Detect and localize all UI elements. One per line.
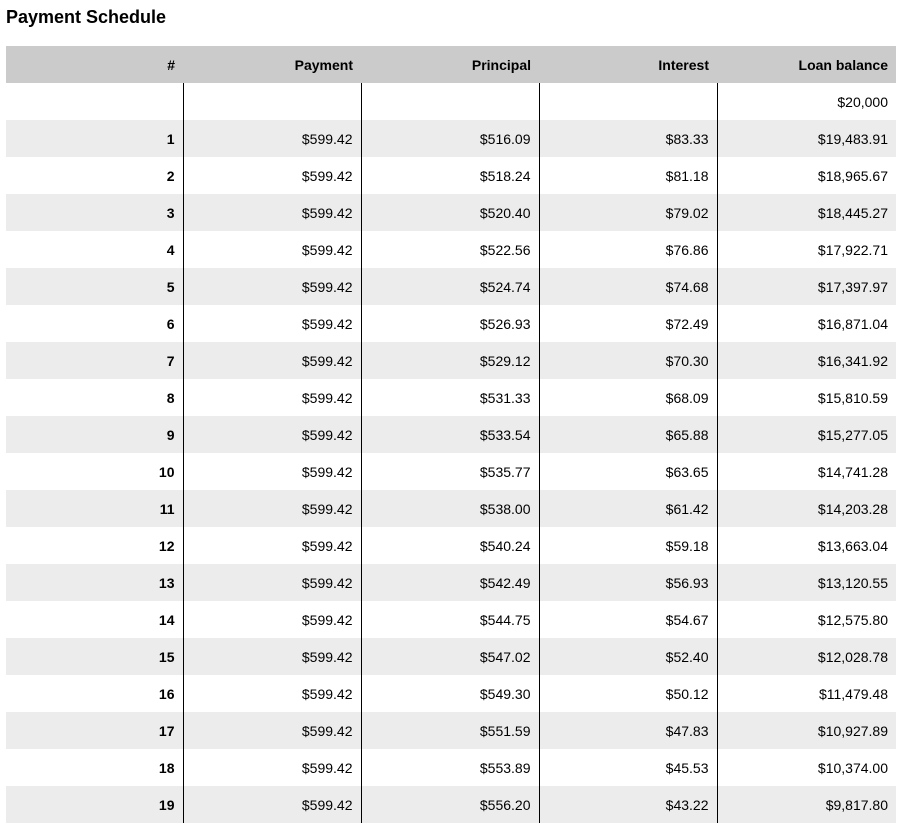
cell-payment: $599.42 xyxy=(183,712,361,749)
table-row xyxy=(6,379,896,416)
table-row xyxy=(6,638,896,675)
table-row xyxy=(6,712,896,749)
cell-principal: $549.30 xyxy=(361,675,539,712)
cell-payment: $599.42 xyxy=(183,268,361,305)
table-row xyxy=(6,231,896,268)
cell-interest: $52.40 xyxy=(539,638,717,675)
cell-loan-balance: $17,397.97 xyxy=(717,268,896,305)
cell-interest: $56.93 xyxy=(539,564,717,601)
cell-principal: $540.24 xyxy=(361,527,539,564)
cell-payment: $599.42 xyxy=(183,638,361,675)
table-row xyxy=(6,120,896,157)
cell-interest: $54.67 xyxy=(539,601,717,638)
table-row xyxy=(6,416,896,453)
table-row xyxy=(6,749,896,786)
cell-number: 10 xyxy=(158,463,175,480)
cell-payment: $599.42 xyxy=(183,416,361,453)
cell-principal: $524.74 xyxy=(361,268,539,305)
cell-number: 5 xyxy=(166,278,175,295)
cell-loan-balance: $10,927.89 xyxy=(717,712,896,749)
cell-principal xyxy=(361,83,539,120)
column-header-number: # xyxy=(6,46,183,83)
cell-number: 8 xyxy=(166,389,175,406)
cell-interest: $47.83 xyxy=(539,712,717,749)
cell-payment: $599.42 xyxy=(183,490,361,527)
cell-number: 9 xyxy=(166,426,175,443)
cell-interest: $50.12 xyxy=(539,675,717,712)
cell-number: 6 xyxy=(166,315,175,332)
cell-number xyxy=(6,83,183,120)
cell-principal: $538.00 xyxy=(361,490,539,527)
cell-number: 15 xyxy=(158,648,175,665)
table-row xyxy=(6,305,896,342)
cell-interest xyxy=(539,83,717,120)
cell-principal: $516.09 xyxy=(361,120,539,157)
column-header-loan-balance: Loan balance xyxy=(717,46,896,83)
column-header-interest: Interest xyxy=(539,46,717,83)
cell-loan-balance: $13,663.04 xyxy=(717,527,896,564)
cell-principal: $526.93 xyxy=(361,305,539,342)
cell-payment: $599.42 xyxy=(183,527,361,564)
cell-loan-balance: $18,445.27 xyxy=(717,194,896,231)
cell-interest: $76.86 xyxy=(539,231,717,268)
cell-number: 7 xyxy=(166,352,175,369)
table-row xyxy=(6,564,896,601)
table-row xyxy=(6,342,896,379)
cell-principal: $533.54 xyxy=(361,416,539,453)
cell-loan-balance: $16,871.04 xyxy=(717,305,896,342)
cell-payment xyxy=(183,83,361,120)
cell-number: 12 xyxy=(158,537,175,554)
cell-principal: $522.56 xyxy=(361,231,539,268)
cell-interest: $83.33 xyxy=(539,120,717,157)
cell-payment: $599.42 xyxy=(183,342,361,379)
table-row xyxy=(6,453,896,490)
cell-loan-balance: $16,341.92 xyxy=(717,342,896,379)
table-header-row xyxy=(6,46,896,83)
cell-payment: $599.42 xyxy=(183,786,361,823)
cell-interest: $45.53 xyxy=(539,749,717,786)
cell-number: 3 xyxy=(166,204,175,221)
cell-number: 13 xyxy=(158,574,175,591)
cell-interest: $65.88 xyxy=(539,416,717,453)
cell-payment: $599.42 xyxy=(183,120,361,157)
payment-schedule-table xyxy=(6,46,896,823)
cell-loan-balance: $11,479.48 xyxy=(717,675,896,712)
cell-payment: $599.42 xyxy=(183,564,361,601)
cell-interest: $63.65 xyxy=(539,453,717,490)
cell-payment: $599.42 xyxy=(183,194,361,231)
cell-loan-balance: $17,922.71 xyxy=(717,231,896,268)
cell-payment: $599.42 xyxy=(183,157,361,194)
table-row xyxy=(6,490,896,527)
cell-principal: $544.75 xyxy=(361,601,539,638)
cell-number: 18 xyxy=(158,759,175,776)
cell-loan-balance: $10,374.00 xyxy=(717,749,896,786)
cell-principal: $529.12 xyxy=(361,342,539,379)
table-row xyxy=(6,194,896,231)
cell-loan-balance: $19,483.91 xyxy=(717,120,896,157)
cell-payment: $599.42 xyxy=(183,379,361,416)
cell-interest: $43.22 xyxy=(539,786,717,823)
table-body xyxy=(6,83,896,823)
table-row xyxy=(6,268,896,305)
cell-interest: $79.02 xyxy=(539,194,717,231)
cell-interest: $70.30 xyxy=(539,342,717,379)
cell-interest: $61.42 xyxy=(539,490,717,527)
table-row xyxy=(6,786,896,823)
cell-loan-balance: $14,741.28 xyxy=(717,453,896,490)
table-row xyxy=(6,675,896,712)
cell-principal: $518.24 xyxy=(361,157,539,194)
cell-principal: $556.20 xyxy=(361,786,539,823)
cell-payment: $599.42 xyxy=(183,453,361,490)
cell-payment: $599.42 xyxy=(183,675,361,712)
cell-loan-balance: $13,120.55 xyxy=(717,564,896,601)
cell-number: 11 xyxy=(159,500,175,517)
cell-interest: $81.18 xyxy=(539,157,717,194)
cell-payment: $599.42 xyxy=(183,231,361,268)
cell-loan-balance: $15,810.59 xyxy=(717,379,896,416)
cell-loan-balance: $9,817.80 xyxy=(717,786,896,823)
cell-payment: $599.42 xyxy=(183,601,361,638)
cell-number: 16 xyxy=(158,685,175,702)
column-header-payment: Payment xyxy=(183,46,361,83)
cell-principal: $531.33 xyxy=(361,379,539,416)
table-row xyxy=(6,157,896,194)
cell-number: 1 xyxy=(166,130,175,147)
cell-number: 2 xyxy=(166,167,175,184)
cell-loan-balance: $14,203.28 xyxy=(717,490,896,527)
table-row xyxy=(6,601,896,638)
cell-loan-balance: $12,575.80 xyxy=(717,601,896,638)
cell-interest: $68.09 xyxy=(539,379,717,416)
cell-payment: $599.42 xyxy=(183,305,361,342)
cell-principal: $551.59 xyxy=(361,712,539,749)
cell-payment: $599.42 xyxy=(183,749,361,786)
cell-principal: $535.77 xyxy=(361,453,539,490)
column-header-principal: Principal xyxy=(361,46,539,83)
cell-number: 19 xyxy=(158,796,175,813)
cell-principal: $542.49 xyxy=(361,564,539,601)
cell-interest: $59.18 xyxy=(539,527,717,564)
cell-number: 4 xyxy=(166,241,175,258)
table-row xyxy=(6,527,896,564)
cell-principal: $547.02 xyxy=(361,638,539,675)
page-title: Payment Schedule xyxy=(6,7,167,27)
cell-number: 14 xyxy=(158,611,175,628)
cell-number: 17 xyxy=(158,722,175,739)
cell-loan-balance: $18,965.67 xyxy=(717,157,896,194)
cell-principal: $553.89 xyxy=(361,749,539,786)
cell-interest: $74.68 xyxy=(539,268,717,305)
table-row xyxy=(6,83,896,120)
cell-loan-balance: $20,000 xyxy=(717,83,896,120)
cell-loan-balance: $12,028.78 xyxy=(717,638,896,675)
cell-principal: $520.40 xyxy=(361,194,539,231)
cell-loan-balance: $15,277.05 xyxy=(717,416,896,453)
cell-interest: $72.49 xyxy=(539,305,717,342)
